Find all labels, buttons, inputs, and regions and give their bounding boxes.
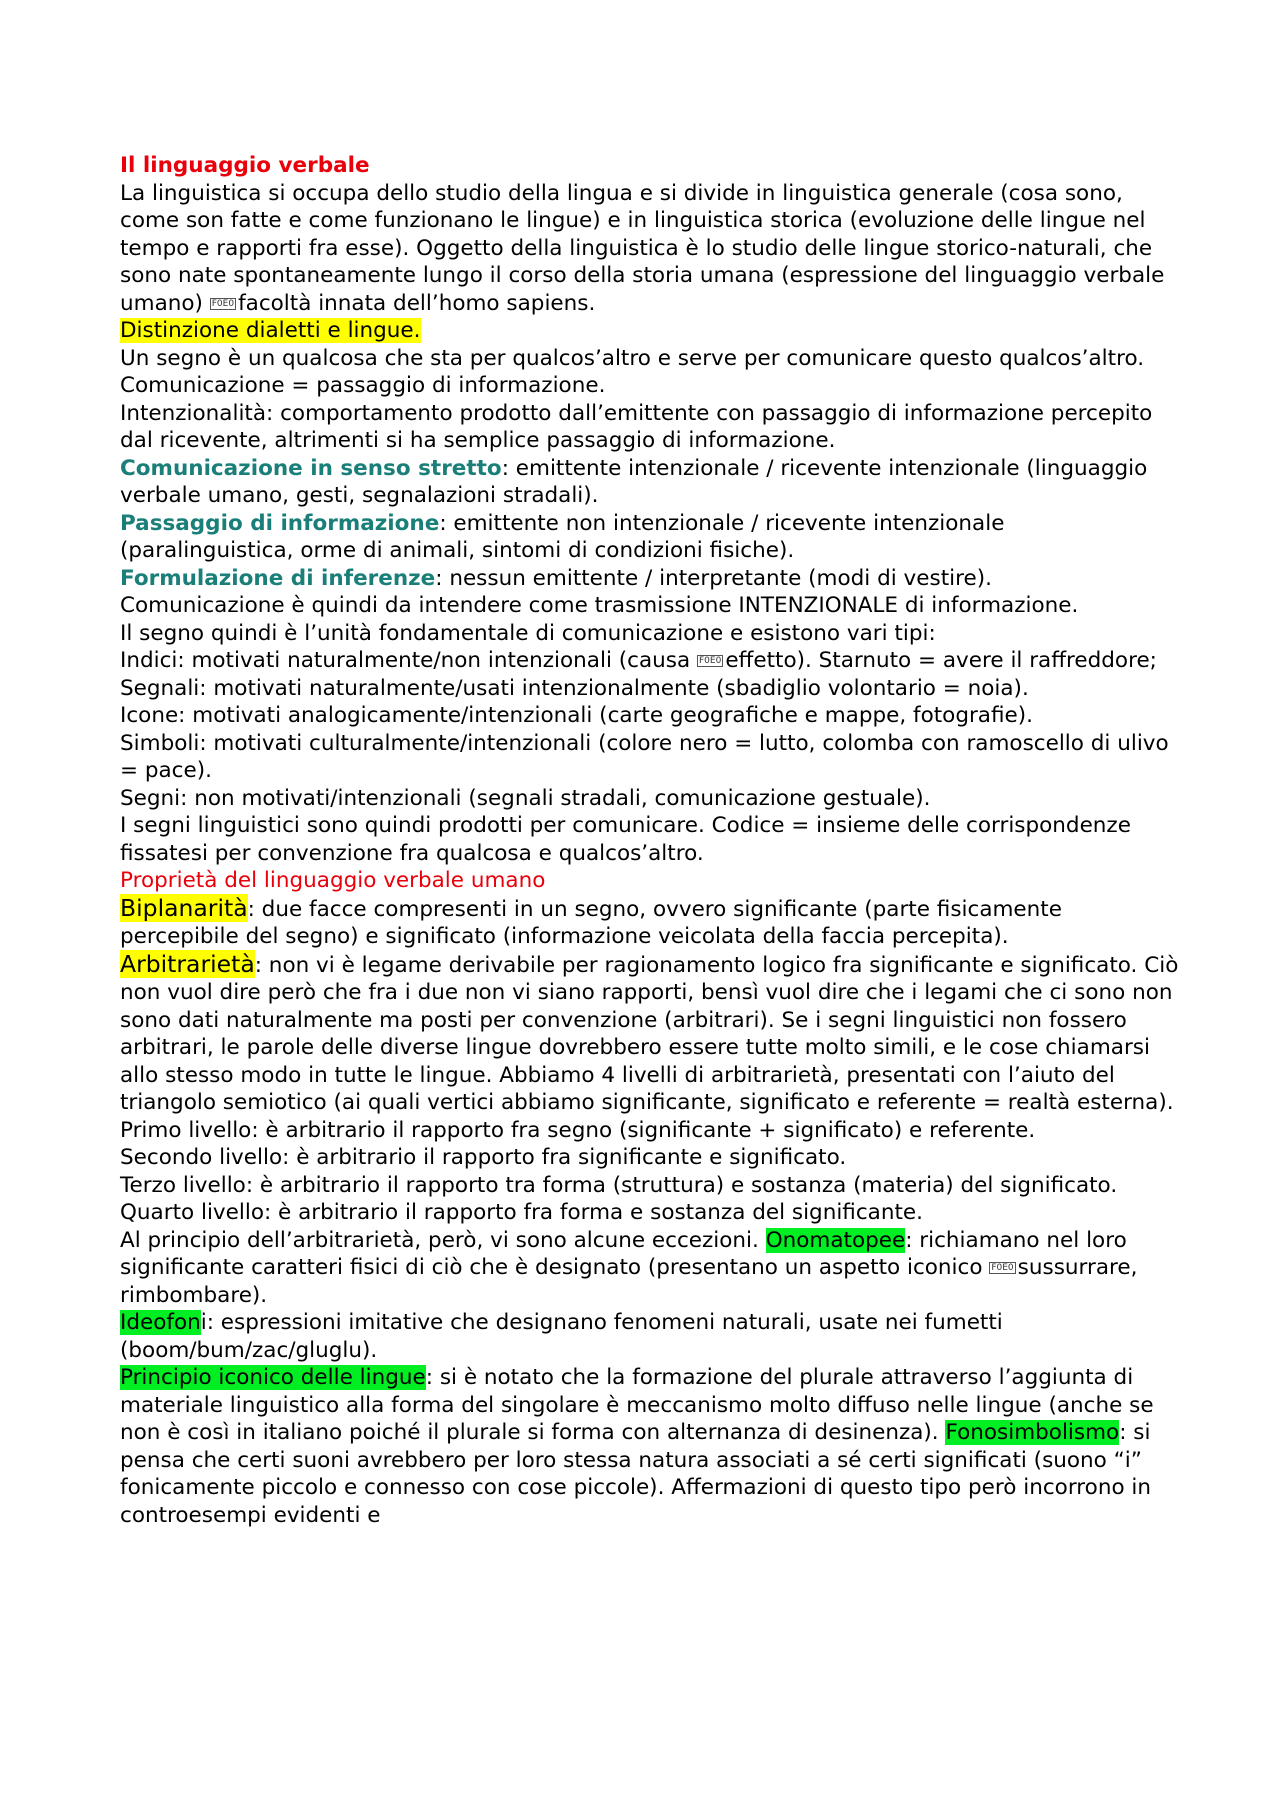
arrow-glyph-icon: F0E0 (991, 1263, 1014, 1273)
term-arbitrarieta: Arbitrarietà (120, 949, 255, 978)
text-senso-stretto: : emittente intenzionale / ricevente intenzionale (linguaggio verbale umano, gesti, segnalazioni stradali). (120, 455, 1148, 508)
paragraph-indici (120, 647, 1180, 675)
indici-text-a: Indici: motivati naturalmente/non intenzionali (causa (120, 648, 697, 673)
paragraph-segno: Un segno è un qualcosa che sta per qualcos’altro e serve per comunicare questo qualcos’altro. (120, 345, 1145, 371)
term-principio-iconico: Principio iconico delle lingue (120, 1365, 426, 1390)
term-inferenze: Formulazione di inferenze (120, 565, 436, 591)
highlight-dialetti: Distinzione dialetti e lingue. (120, 318, 421, 343)
paragraph-codice: I segni linguistici sono quindi prodotti per comunicare. Codice = insieme delle corrispondenze fissatesi per convenzione fra qualcosa e qualcos’altro. (120, 813, 1131, 866)
heading-proprieta: Proprietà del linguaggio verbale umano (120, 868, 546, 893)
term-senso-stretto: Comunicazione in senso stretto (120, 455, 502, 481)
paragraph-arbitrarieta (120, 951, 1180, 1117)
term-passaggio: Passaggio di informazione (120, 510, 440, 536)
paragraph-terzo-livello: Terzo livello: è arbitrario il rapporto tra forma (struttura) e sostanza (materia) del significato. (120, 1172, 1118, 1198)
onomatopee-text: : richiamano nel loro significante caratteri fisici di ciò che è designato (presentano un aspetto iconico (120, 1227, 1127, 1280)
paragraph-segni: Segni: non motivati/intenzionali (segnali stradali, comunicazione gestuale). (120, 785, 931, 811)
text-principio-iconico: : si è notato che la formazione del plurale attraverso l’aggiunta di materiale linguistico alla forma del singolare è meccanismo molto diffuso nelle lingue (anche se non è così in italiano poiché il plurale si forma con alternanza di desinenza). (120, 1365, 1154, 1445)
paragraph-trasmissione: Comunicazione è quindi da intendere come trasmissione INTENZIONALE di informazione. (120, 593, 1079, 618)
paragraph-dialetti (120, 317, 1180, 345)
paragraph-inferenze (120, 565, 1180, 593)
term-onomatopee: Onomatopee (765, 1227, 906, 1253)
onomatopee-pre: Al principio dell’arbitrarietà, però, vi sono alcune eccezioni. (120, 1227, 766, 1253)
text-fonosimbolismo: : si pensa che certi suoni avrebbero per loro stessa natura associati a sé certi significati (suono “i” fonicamente piccolo e connesso con cose piccole). Affermazioni di questo tipo però incorrono in controesempi evidenti e (120, 1420, 1152, 1528)
term-biplanarita: Biplanarità (120, 893, 248, 922)
paragraph-quarto-livello: Quarto livello: è arbitrario il rapporto fra forma e sostanza del significante. (120, 1200, 923, 1225)
onomatopee-post: sussurrare, rimbombare). (120, 1255, 1138, 1308)
arrow-glyph-icon: F0E0 (698, 656, 722, 666)
page-title: Il linguaggio verbale (120, 153, 370, 178)
indici-text-b: effetto). Starnuto = avere il raffreddore; (725, 648, 1157, 673)
paragraph-passaggio (120, 510, 1180, 565)
paragraph-intenzionalita: Intenzionalità: comportamento prodotto dall’emittente con passaggio di informazione percepito dal ricevente, altrimenti si ha semplice passaggio di informazione. (120, 400, 1153, 453)
text-inferenze: : nessun emittente / interpretante (modi di vestire). (435, 565, 992, 591)
intro-text-a: La linguistica si occupa dello studio della lingua e si divide in linguistica generale (cosa sono, come son fatte e come funzionano le lingue) e in linguistica storica (evoluzione delle lingue nel tempo e rapporti fra esse). Oggetto della linguistica è lo studio delle lingue storico-naturali, che sono nate spontaneamente lungo il corso della storia umana (espressione del linguaggio verbale umano) (120, 180, 1165, 316)
text-arbitrarieta: : non vi è legame derivabile per ragionamento logico fra significante e significato. Ciò non vuol dire però che fra i due non vi siano rapporti, bensì vuol dire che i legami che ci sono non sono dati naturalmente ma posti per convenzione (arbitrari). Se i segni linguistici non fossero arbitrari, le parole delle diverse lingue dovrebbero essere tutte molto simili, e le cose chiamarsi allo stesso modo in tutte le lingue. Abbiamo 4 livelli di arbitrarietà, presentati con l’aiuto del triangolo semiotico (ai quali vertici abbiamo significante, significato e referente = realtà esterna). (120, 952, 1179, 1115)
document-page (120, 152, 1180, 1529)
paragraph-senso-stretto (120, 455, 1180, 510)
text-passaggio: : emittente non intenzionale / ricevente intenzionale (paralinguistica, orme di animali, sintomi di condizioni fisiche). (120, 510, 1005, 563)
paragraph-simboli: Simboli: motivati culturalmente/intenzionali (colore nero = lutto, colomba con ramoscello di ulivo = pace). (120, 730, 1169, 783)
paragraph-biplanarita (120, 895, 1180, 951)
paragraph-unita: Il segno quindi è l’unità fondamentale di comunicazione e esistono vari tipi: (120, 620, 936, 646)
paragraph-onomatopee (120, 1227, 1180, 1310)
paragraph-comunicazione: Comunicazione = passaggio di informazione. (120, 373, 606, 398)
arrow-glyph-icon: F0E0 (211, 298, 235, 309)
paragraph-icone: Icone: motivati analogicamente/intenzionali (carte geografiche e mappe, fotografie). (120, 703, 1033, 728)
term-fonosimbolismo: Fonosimbolismo (945, 1420, 1120, 1445)
paragraph-secondo-livello: Secondo livello: è arbitrario il rapporto fra significante e significato. (120, 1145, 847, 1170)
text-biplanarita: : due facce compresenti in un segno, ovvero significante (parte fisicamente percepibile del segno) e significato (informazione veicolata della faccia percepita). (120, 896, 1062, 949)
paragraph-segnali: Segnali: motivati naturalmente/usati intenzionalmente (sbadiglio volontario = noia). (120, 675, 1029, 701)
text-ideofoni: i: espressioni imitative che designano fenomeni naturali, usate nei fumetti (boom/bum/zac/gluglu). (120, 1310, 1003, 1363)
paragraph-ideofoni (120, 1309, 1180, 1364)
intro-text-b: facoltà innata dell’homo sapiens. (238, 290, 596, 316)
paragraph-primo-livello: Primo livello: è arbitrario il rapporto fra segno (significante + significato) e referente. (120, 1117, 1036, 1143)
paragraph-intro (120, 180, 1180, 318)
paragraph-principio-iconico (120, 1364, 1180, 1529)
term-ideofoni: Ideofon (120, 1310, 201, 1335)
